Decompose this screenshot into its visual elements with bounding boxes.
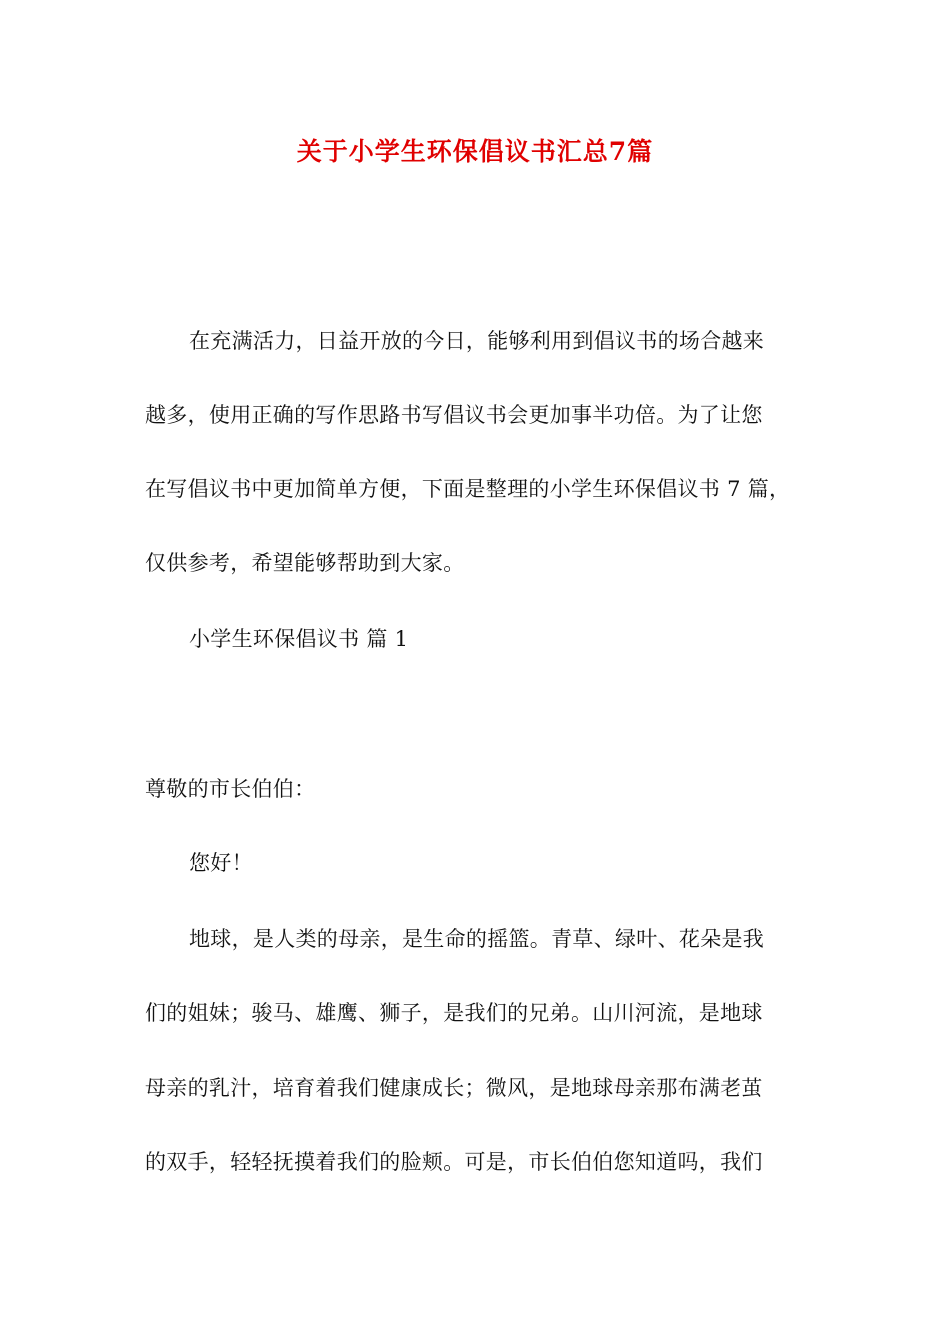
body-line-2: 们的姐妹；骏马、雄鹰、狮子，是我们的兄弟。山川河流，是地球 <box>145 1001 763 1025</box>
intro-line-4: 仅供参考，希望能够帮助到大家。 <box>145 551 465 575</box>
intro-line-3: 在写倡议书中更加简单方便，下面是整理的小学生环保倡议书 7 篇， <box>145 477 791 501</box>
body-line-3: 母亲的乳汁，培育着我们健康成长；微风，是地球母亲那布满老茧 <box>145 1076 763 1100</box>
body-line-1: 地球，是人类的母亲，是生命的摇篮。青草、绿叶、花朵是我 <box>189 927 765 951</box>
intro-line-2: 越多，使用正确的写作思路书写倡议书会更加事半功倍。为了让您 <box>145 403 763 427</box>
body-line-4: 的双手，轻轻抚摸着我们的脸颊。可是，市长伯伯您知道吗，我们 <box>145 1150 763 1174</box>
greeting: 您好！ <box>189 851 253 875</box>
intro-line-1: 在充满活力，日益开放的今日，能够利用到倡议书的场合越来 <box>189 329 765 353</box>
document-title: 关于小学生环保倡议书汇总7篇 <box>296 137 654 166</box>
salutation: 尊敬的市长伯伯： <box>145 777 316 801</box>
section-heading: 小学生环保倡议书 篇 1 <box>189 627 409 651</box>
